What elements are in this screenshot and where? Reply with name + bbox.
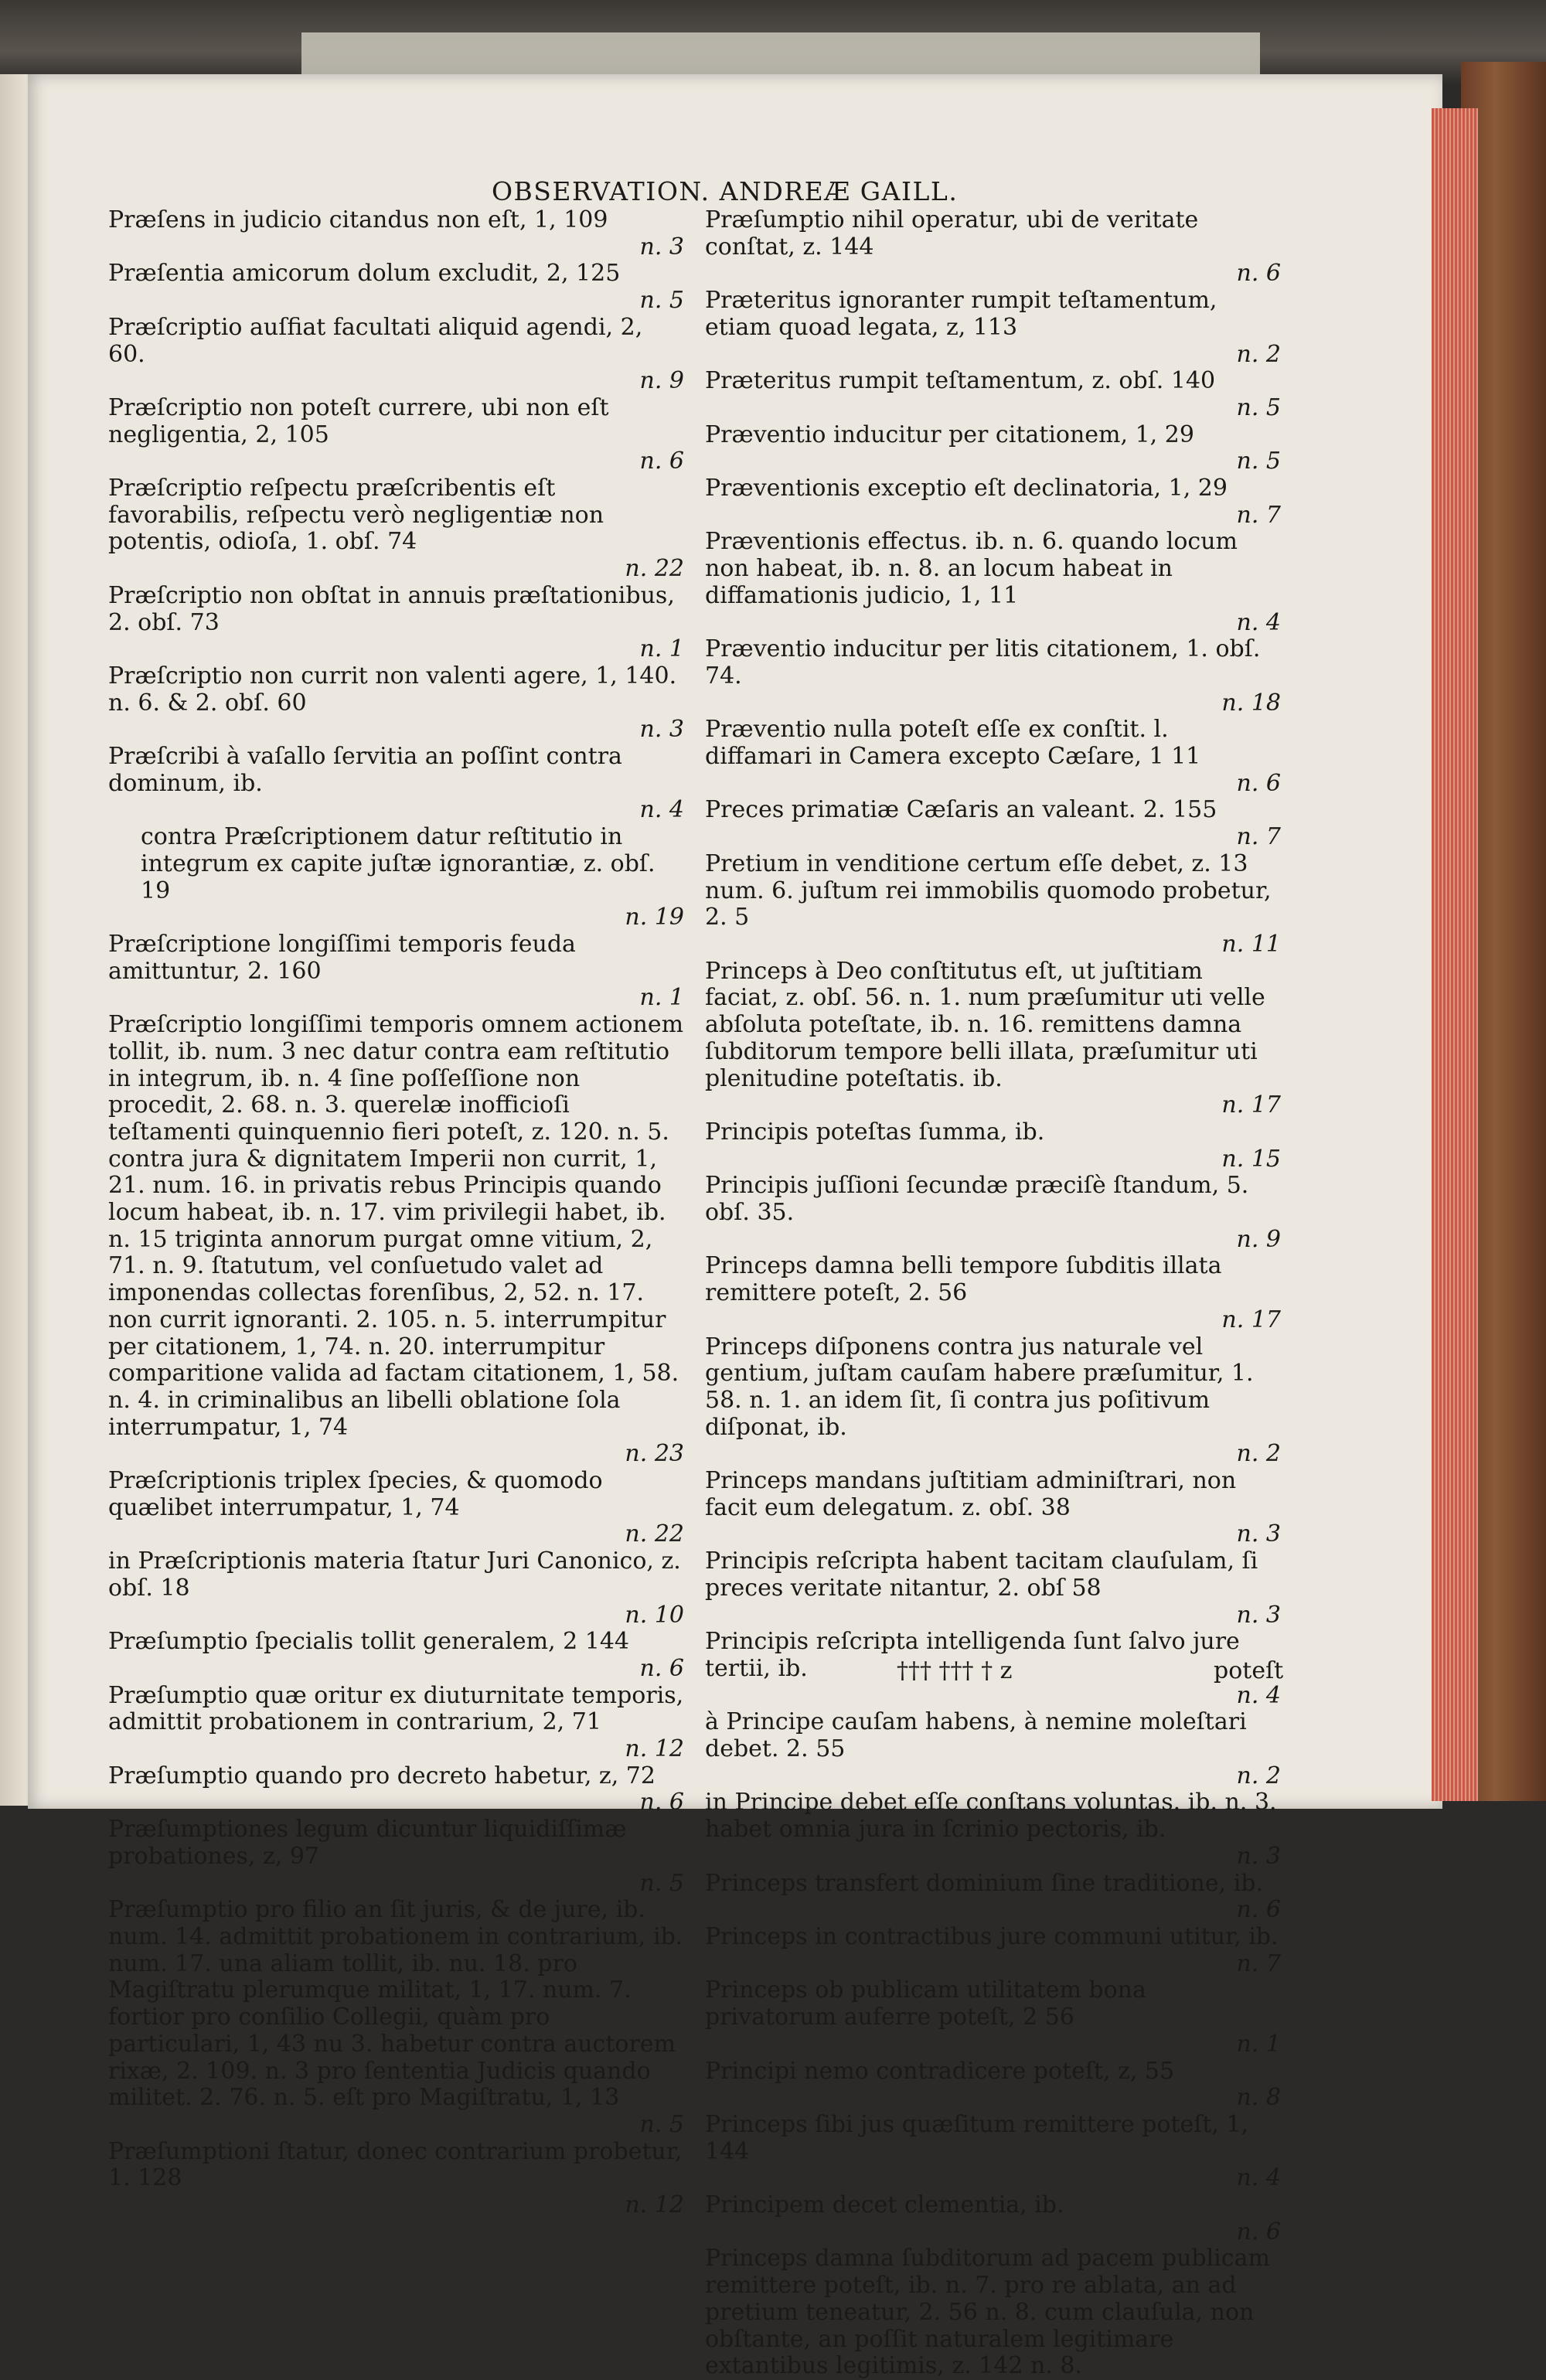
index-entry (108, 395, 684, 475)
entry-reference: n. 22 (625, 555, 684, 583)
index-entry (705, 1119, 1281, 1173)
index-column-left (108, 207, 684, 2219)
entry-text: Præventio inducitur per litis citationem, 1. obſ. 74. (705, 635, 1261, 689)
entry-reference: n. 1 (639, 635, 684, 663)
index-entry (705, 636, 1281, 717)
entry-reference: n. 7 (1236, 1949, 1281, 1977)
index-entry (705, 475, 1281, 529)
index-entry (108, 663, 684, 744)
entry-reference: n. 10 (625, 1601, 684, 1629)
entry-text: Princeps transfert dominium ſine traditione, ib. (705, 1869, 1264, 1897)
entry-reference: n. 3 (1236, 1601, 1281, 1629)
red-page-edges (1432, 108, 1478, 1801)
index-entry (108, 824, 684, 931)
entry-text: Præſcriptio non poteſt currere, ubi non eſt negligentia, 2, 105 (108, 393, 609, 448)
entry-reference: n. 11 (1221, 930, 1281, 958)
entry-reference: n. 5 (1236, 448, 1281, 475)
entry-text: in Præſcriptionis materia ſtatur Juri Canonico, z. obſ. 18 (108, 1548, 681, 1602)
entry-text: Princeps ob publicam utilitatem bona privatorum auferre poteſt, 2 56 (705, 1977, 1146, 2031)
entry-text: Pretium in venditione certum eſſe debet, z. 13 num. 6. juſtum rei immobilis quomodo probetur, 2. 5 (705, 850, 1272, 931)
entry-reference: n. 3 (1236, 1842, 1281, 1870)
running-header: OBSERVATION. ANDREÆ GAILL. (492, 176, 959, 206)
entry-text: Præſumptio quæ oritur ex diuturnitate temporis, admittit probationem in contrarium, 2, 71 (108, 1681, 684, 1736)
signature-mark: ††† ††† † z (897, 1657, 1013, 1684)
index-entry (705, 2192, 1281, 2246)
entry-reference: n. 4 (1236, 1681, 1281, 1709)
index-entry (108, 1629, 684, 1682)
entry-text: contra Præſcriptionem datur reſtitutio in integrum ex capite juſtæ ignorantiæ, z. obſ. 19 (141, 823, 656, 904)
entry-reference: n. 5 (639, 1869, 684, 1897)
entry-reference: n. 2 (1236, 1440, 1281, 1468)
entry-text: Præſumptio ſpecialis tollit generalem, 2 144 (108, 1628, 630, 1656)
entry-reference: n. 17 (1221, 1091, 1281, 1119)
index-entry (108, 1763, 684, 1816)
index-entry (705, 1468, 1281, 1548)
entry-text: Princeps à Deo conſtitutus eſt, ut juſtitiam faciat, z. obſ. 56. n. 1. num præſumitur uti velle abſoluta poteſtate, ib. n. 16. remittens damna ſubditorum tempore belli illata, præſumitur uti plenitudine poteſtatis. ib. (705, 957, 1265, 1092)
entry-reference: n. 18 (1221, 689, 1281, 717)
entry-text: Præteritus ignoranter rumpit teſtamentum, etiam quoad legata, z, 113 (705, 287, 1217, 341)
entry-text: Præſens in judicio citandus non eſt, 1, 109 (108, 206, 608, 233)
index-entry (705, 207, 1281, 288)
entry-reference: n. 6 (1236, 769, 1281, 797)
entry-text: Princeps mandans juſtitiam adminiſtrari, non facit eum delegatum. z. obſ. 38 (705, 1467, 1237, 1521)
index-entry (705, 1977, 1281, 2058)
index-entry (705, 797, 1281, 850)
entry-reference: n. 3 (639, 233, 684, 260)
entry-text: Præſumptio quando pro decreto habetur, z, 72 (108, 1762, 656, 1789)
index-entry (108, 1816, 684, 1897)
entry-reference: n. 15 (1221, 1145, 1281, 1173)
entry-reference: n. 7 (1236, 823, 1281, 851)
entry-text: Præſumptiones legum dicuntur liquidiſſimæ probationes, z, 97 (108, 1816, 627, 1870)
index-entry (705, 529, 1281, 636)
entry-reference: n. 19 (625, 904, 684, 931)
entry-text: Præſentia amicorum dolum excludit, 2, 125 (108, 260, 621, 288)
index-entry (108, 744, 684, 824)
entry-text: Principis reſcripta intelligenda ſunt ſalvo jure tertii, ib. (705, 1628, 1240, 1682)
entry-text: in Principe debet eſſe conſtans voluntas. ib. n. 3. habet omnia jura in ſcrinio pectoris, ib. (705, 1789, 1277, 1844)
catchword: poteſt (1214, 1657, 1284, 1684)
index-entry (108, 1468, 684, 1548)
index-entry (108, 583, 684, 663)
entry-text: Præſcriptio non obſtat in annuis præſtationibus, 2. obſ. 73 (108, 581, 675, 636)
entry-text: Principi nemo contradicere poteſt, z, 55 (705, 2057, 1175, 2085)
index-entry (108, 1897, 684, 2138)
index-entry (108, 1548, 684, 1629)
entry-reference: n. 9 (1236, 1225, 1281, 1253)
spine-label-strip (301, 32, 1260, 80)
entry-text: Præſumptioni ſtatur, donec contrarium probetur, 1. 128 (108, 2137, 683, 2192)
index-entry (705, 2112, 1281, 2192)
entry-reference: n. 6 (1236, 2218, 1281, 2246)
index-entry (705, 1334, 1281, 1469)
entry-reference: n. 5 (1236, 393, 1281, 421)
index-entry (705, 422, 1281, 475)
index-entry (108, 260, 684, 314)
index-entry (705, 1924, 1281, 1977)
entry-text: Præteritus rumpit teſtamentum, z. obſ. 140 (705, 367, 1216, 395)
index-entry (705, 958, 1281, 1119)
index-entry (705, 1709, 1281, 1789)
entry-text: Principem decet clementia, ib. (705, 2191, 1064, 2219)
entry-reference: n. 2 (1236, 340, 1281, 368)
entry-reference: n. 6 (639, 1654, 684, 1682)
entry-reference: n. 3 (639, 716, 684, 744)
entry-text: Preces primatiæ Cæſaris an valeant. 2. 155 (705, 796, 1217, 824)
entry-text: Præſumptio nihil operatur, ubi de veritate conſtat, z. 144 (705, 206, 1199, 260)
index-entry (705, 288, 1281, 368)
index-entry (108, 931, 684, 1012)
entry-reference: n. 1 (639, 984, 684, 1012)
entry-reference: n. 4 (639, 796, 684, 824)
entry-text: Præventio inducitur per citationem, 1, 29 (705, 421, 1194, 448)
entry-text: Princeps damna belli tempore ſubditis illata remittere poteſt, 2. 56 (705, 1252, 1222, 1307)
index-entry (705, 1253, 1281, 1333)
index-entry (705, 1789, 1281, 1870)
entry-reference: n. 4 (1236, 608, 1281, 636)
entry-text: Princeps diſponens contra jus naturale vel gentium, juſtam cauſam habere præſumitur, 1. 58. n. 1. an idem ſit, ſi contra jus poſitivum diſponat, ib. (705, 1333, 1254, 1441)
entry-reference: n. 5 (639, 287, 684, 315)
entry-text: Præventionis exceptio eſt declinatoria, 1, 29 (705, 475, 1228, 502)
entry-text: Præſcriptio non currit non valenti agere, 1, 140. n. 6. & 2. obſ. 60 (108, 662, 677, 717)
index-entry (108, 1012, 684, 1468)
index-entry (705, 2246, 1281, 2380)
entry-reference: n. 12 (625, 2191, 684, 2219)
entry-text: Principis reſcripta habent tacitam clauſulam, ſi preces veritate nitantur, 2. obſ 58 (705, 1548, 1258, 1602)
entry-text: Princeps in contractibus jure communi utitur, ib. (705, 1923, 1279, 1950)
index-entry (108, 475, 684, 583)
entry-reference: n. 23 (625, 1440, 684, 1468)
index-entry (108, 1683, 684, 1763)
index-entry (108, 2139, 684, 2219)
entry-text: Præſcriptione longiſſimi temporis feuda amittuntur, 2. 160 (108, 930, 576, 985)
entry-text: Principis juſſioni ſecundæ præciſè ſtandum, 5. obſ. 35. (705, 1172, 1249, 1227)
entry-text: Præſcribi à vaſallo ſervitia an poſſint contra dominum, ib. (108, 743, 622, 797)
entry-text: Præventio nulla poteſt eſſe ex conſtit. l. diffamari in Camera excepto Cæſare, 1 11 (705, 716, 1201, 771)
entry-reference: n. 9 (639, 367, 684, 395)
index-entry (705, 368, 1281, 421)
index-entry (705, 851, 1281, 958)
entry-reference: n. 17 (1221, 1306, 1281, 1333)
index-entry (705, 1173, 1281, 1253)
entry-reference: n. 3 (1236, 1520, 1281, 1548)
index-entry (705, 2058, 1281, 2112)
entry-text: Princeps ſibi jus quæſitum remittere poteſt, 1, 144 (705, 2110, 1249, 2165)
index-entry (108, 207, 684, 260)
entry-text: Princeps damna ſubditorum ad pacem publicam remittere poteſt, ib. n. 7. pro re ablata, an ad pretium teneatur, 2. 56 n. 8. cum clauſula, non obſtante, an poſſit naturalem legitimare extantibus legitimis, z. 142 n. 8. (705, 2245, 1270, 2380)
index-entry (705, 1871, 1281, 1924)
entry-text: à Principe cauſam habens, à nemine moleſtari debet. 2. 55 (705, 1708, 1247, 1763)
entry-reference: n. 2 (1236, 1762, 1281, 1789)
index-entry (705, 717, 1281, 797)
index-column-right (705, 206, 1284, 2380)
index-entry (705, 1548, 1281, 1629)
entry-reference: n. 22 (625, 1520, 684, 1548)
entry-text: Principis poteſtas ſumma, ib. (705, 1118, 1045, 1146)
entry-reference: n. 4 (1236, 2164, 1281, 2192)
entry-reference: n. 6 (1236, 1896, 1281, 1924)
entry-text: Præſcriptio longiſſimi temporis omnem actionem tollit, ib. num. 3 nec datur contra eam reſtitutio in integrum, ib. n. 4 ſine poſſeſſione non procedit, 2. 68. n. 3. querelæ inofficioſi teſtamenti quinquennio fieri poteſt, z. 120. n. 5. contra jura & dignitatem Imperii non currit, 1, 21. num. 16. in privatis rebus Principis quando locum habeat, ib. n. 17. vim privilegii habet, ib. n. 15 triginta annorum purgat omne vitium, 2, 71. n. 9. ſtatutum, vel conſuetudo valet ad imponendas collectas forenſibus, 2, 52. n. 17. non currit ignoranti. 2. 105. n. 5. interrumpitur per citationem, 1, 74. n. 20. interrumpitur comparitione valida ad factam citationem, 1, 58. n. 4. in criminalibus an libelli oblatione ſola interrumpatur, 1, 74 (108, 1011, 684, 1441)
entry-reference: n. 1 (1236, 2030, 1281, 2058)
entry-reference: n. 5 (639, 2110, 684, 2138)
entry-reference: n. 6 (639, 448, 684, 475)
entry-reference: n. 7 (1236, 501, 1281, 529)
entry-reference: n. 8 (1236, 2084, 1281, 2112)
entry-reference: n. 6 (1236, 260, 1281, 288)
index-entry (108, 315, 684, 395)
entry-text: Præſumptio pro filio an ſit juris, & de jure, ib. num. 14. admittit probationem in contrarium, ib. num. 17. una aliam tollit, ib. nu. 18. pro Magiſtratu plerumque militat, 1, 17. num. 7. fortior pro conſilio Collegii, quàm pro particulari, 1, 43 nu 3. habetur contra auctorem rixæ, 2. 109. n. 3 pro ſententia Judicis quando militet. 2. 76. n. 5. eſt pro Magiſtratu, 1, 13 (108, 1896, 683, 2112)
entry-reference: n. 6 (639, 1789, 684, 1816)
entry-text: Præventionis effectus. ib. n. 6. quando locum non habeat, ib. n. 8. an locum habeat in diffamationis judicio, 1, 11 (705, 528, 1238, 609)
entry-text: Præſcriptio reſpectu præſcribentis eſt favorabilis, reſpectu verò negligentiæ non potentis, odioſa, 1. obſ. 74 (108, 475, 604, 556)
entry-text: Præſcriptionis triplex ſpecies, & quomodo quælibet interrumpatur, 1, 74 (108, 1467, 603, 1521)
entry-text: Præſcriptio auſfiat facultati aliquid agendi, 2, 60. (108, 313, 643, 368)
entry-reference: n. 12 (625, 1735, 684, 1763)
